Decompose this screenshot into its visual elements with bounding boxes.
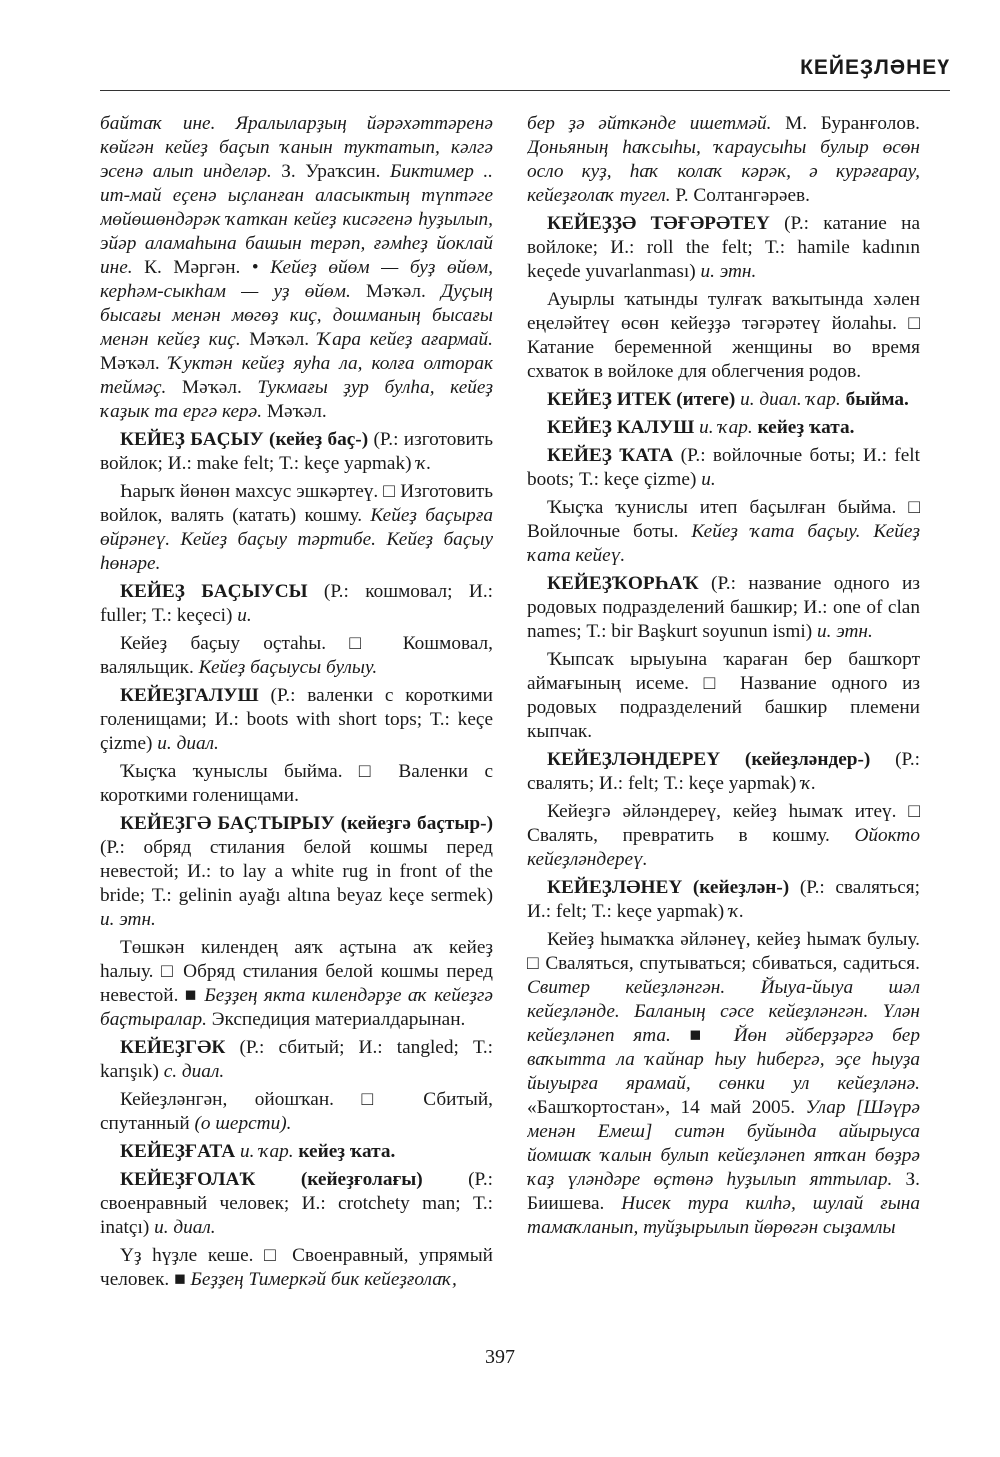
italic-text: ҡ.	[801, 773, 817, 794]
text-run: (Р.: кошмовал; И.: fuller; Т.: keçeci)	[100, 581, 493, 626]
text-run: Мәҡәл.	[350, 281, 441, 302]
italic-text: с. диал.	[163, 1061, 225, 1082]
italic-text: и. ҡар.	[699, 417, 753, 438]
headword: кейеҙ ҡата.	[757, 417, 855, 438]
entry-paragraph	[527, 800, 920, 872]
entry-paragraph	[100, 632, 493, 680]
italic-text: и. этн.	[700, 261, 757, 282]
text-run: Мәҡәл.	[262, 401, 327, 422]
italic-text: бер ҙә әйткәнде ишетмәй.	[527, 113, 772, 134]
italic-text: Йөн әйберҙәргә бер ваҡытта ла ҡайнар һыу һибергә, эҫе һыуҙа йыуырға ярамай, сөнки ул кейеҙләнә.	[527, 1025, 920, 1094]
entry-paragraph	[100, 1036, 493, 1084]
headword: КЕЙЕҘ КАЛУШ	[547, 417, 695, 438]
headword: КЕЙЕҘҘӘ ТӘҒӘРӘТЕҮ	[547, 213, 770, 234]
italic-text: Беҙҙең Тимеркәй бик кейеҙғолаҡ,	[190, 1269, 457, 1290]
text-run: (Р.: войлочные боты; И.: felt boots; Т.: keçe çizme)	[527, 445, 920, 490]
italic-text: Биктимер .. ит-май еҫенә ыҫланған аласыктың түптәге мөйөшөндәрәк ҡаткан кейеҙ кисәгенә һуҙылып, эйәр аламаһына башын терәп, ғәмһеҙ йоклай ине.	[100, 161, 493, 278]
italic-text: и. диал.	[154, 1217, 216, 1238]
text-run: (Р.: сбитый; И.: tangled; Т.: karışık)	[100, 1037, 493, 1082]
entry-paragraph	[100, 812, 493, 932]
headword: КЕЙЕҘҠОРҺАҠ	[547, 573, 699, 594]
text-run: Мәҡәл.	[100, 353, 169, 374]
entry-paragraph	[527, 212, 920, 284]
headword: КЕЙЕҘГӘ БАҪТЫРЫУ (кейеҙгә баҫтыр-)	[120, 813, 493, 834]
headword: КЕЙЕҘҒАТА	[120, 1141, 236, 1162]
text-run: (Р.: катание на войлоке; И.: roll the felt; Т.: hamile kadının keçede yuvarlanması)	[527, 213, 920, 282]
headword: КЕЙЕҘГАЛУШ	[120, 685, 259, 706]
italic-text: Ҡара кейеҙ ағармай.	[317, 329, 493, 350]
text-run: Кейеҙгә әйләндереү, кейеҙ һымаҡ итеү. □ Свалять, превратить в кошму.	[527, 801, 920, 846]
text-run: Мәҡәл.	[166, 377, 258, 398]
headword: КЕЙЕҘ БАҪЫУ (кейеҙ баҫ-)	[120, 429, 369, 450]
text-run: Ҡыҫҡа ҡунислы итеп баҫылған быйма. □ Войлочные боты.	[527, 497, 920, 542]
italic-text: Ҡуктән кейеҙ яуһа ла, колға олторак теймәҫ.	[100, 353, 493, 398]
headword: КЕЙЕҘ БАҪЫУСЫ	[120, 581, 308, 602]
entry-paragraph	[527, 496, 920, 568]
left-column	[100, 112, 493, 1342]
text-run: Р. Солтангәрәев.	[670, 185, 810, 206]
entry-paragraph	[100, 580, 493, 628]
italic-text: Кейеҙ ҡата баҫыу. Кейеҙ ҡата кейеү.	[527, 521, 920, 566]
header-rule	[100, 90, 950, 91]
text-run: Ҡыпсаҡ ырыуына ҡараған бер башҡорт аймағының исеме. □ Название одного из родовых подразделений башкир племени кыпчак.	[527, 649, 920, 742]
headword: КЕЙЕҘ ҠАТА	[547, 445, 674, 466]
entry-paragraph	[100, 1168, 493, 1240]
italic-text: ҡ.	[729, 901, 745, 922]
text-run: М. Буранғолов.	[771, 113, 920, 134]
italic-text: Беҙҙең якта килендәрҙе аҡ кейеҙгә баҫтыралар.	[100, 985, 493, 1030]
italic-text: Кейеҙ өйөм — буҙ өйөм, керһәм-сыкһам — уҙ өйөм.	[100, 257, 493, 302]
italic-text: и.	[237, 605, 252, 626]
entry-paragraph	[100, 684, 493, 756]
text-run: (Р.: название одного из родовых подразделений башкир; И.: one of clan names; Т.: bir Başkurt soyunun ismi)	[527, 573, 920, 642]
entry-paragraph	[100, 428, 493, 476]
text-run: (Р.: обряд стилания белой кошмы перед невестой; И.: to lay a white rug in front of the bride; Т.: gelinin ayağı altına beyaz keçe sermek)	[100, 837, 493, 906]
right-column	[527, 112, 920, 1342]
headword: КЕЙЕҘГӘК	[120, 1037, 226, 1058]
italic-text: Доньяның һаҡсыһы, ҡараусыһы булыр өсөн осло куҙ, һаҡ колаҡ кәрәк, ә курәғарау, кейеҙғолаҡ тугел.	[527, 137, 920, 206]
headword: кейеҙ ҡата.	[298, 1141, 396, 1162]
italic-text: и. ҡар.	[240, 1141, 294, 1162]
italic-text: Свитер кейеҙләнгән. Йыуа-йыуа шәл кейеҙләнде. Баланың сәсе кейеҙләнгән. Үлән кейеҙләнеп ята.	[527, 977, 920, 1046]
italic-text: и. диал. ҡар.	[740, 389, 841, 410]
italic-text: Ойокто кейеҙләндереү.	[527, 825, 920, 870]
entry-paragraph	[100, 1140, 493, 1164]
text-run: Кейеҙ баҫыу оҫтаһы. □ Кошмовал, валяльщик.	[100, 633, 493, 678]
italic-text: и. этн.	[100, 909, 156, 930]
text-run: Кейеҙләнгән, ойошҡан. □ Сбитый, спутанный	[100, 1089, 493, 1134]
page-number: 397	[485, 1346, 515, 1368]
text-run: «Башҡортостан», 14 май 2005.	[527, 1097, 806, 1118]
entry-paragraph	[527, 928, 920, 1240]
italic-text: Кейеҙ баҫыусы булыу.	[198, 657, 378, 678]
italic-text: Кейеҙ баҫырға өйрәнеү. Кейеҙ баҫыу тәртибе. Кейеҙ баҫыу һөнәре.	[100, 505, 493, 574]
entry-paragraph	[527, 648, 920, 744]
headword: КЕЙЕҘ ИТЕК (итеге)	[547, 389, 736, 410]
entry-paragraph	[527, 416, 920, 440]
italic-text: и. этн.	[816, 621, 873, 642]
text-run: (Р.: валенки с короткими голенищами; И.: boots with short tops; Т.: keçe çizme)	[100, 685, 493, 754]
text-run: (Р.: своенравный человек; И.: crotchety man; Т.: inatçı)	[100, 1169, 493, 1238]
italic-text: Улар [Шәүрә менән Емеш] ситән буйында айырыуса йомшаҡ ҡалын булып кейеҙләнеп ятҡан бөҙрә ҡаҙ үләндәре өҫтөнә һуҙылып яттылар.	[527, 1097, 920, 1190]
entry-paragraph	[527, 876, 920, 924]
italic-text: (о шерсти).	[194, 1113, 292, 1134]
entry-paragraph	[527, 388, 920, 412]
italic-text: Нисек тура килһә, шулай ғына тамаҡланып, туйҙырылып йөрөгән сыҙамлы	[527, 1193, 920, 1238]
italic-text: Дуҫың бысағы менән мөгөҙ киҫ, дошманың бысағы менән кейеҙ киҫ.	[100, 281, 493, 350]
entry-paragraph	[100, 760, 493, 808]
text-run: (Р.: сваляться; И.: felt; Т.: keçe yapmak)	[527, 877, 920, 922]
entry-paragraph	[100, 1088, 493, 1136]
entry-paragraph	[100, 936, 493, 1032]
italic-text: Тукмағы ҙур булһа, кейеҙ ҡаҙык та ергә керә.	[100, 377, 493, 422]
entry-paragraph	[527, 572, 920, 644]
entry-paragraph	[527, 288, 920, 384]
italic-text: ҡ.	[416, 453, 432, 474]
italic-text: и.	[701, 469, 716, 490]
text-run: Экспедиция материалдарынан.	[206, 1009, 466, 1030]
continued-paragraph	[527, 112, 920, 208]
text-run: Кейеҙ һымаҡҡа әйләнеү, кейеҙ һымаҡ булыу. □ Сваляться, спутываться; сбиваться, садиться.	[527, 929, 920, 974]
text-run: К. Мәргән. •	[132, 257, 271, 278]
headword: КЕЙЕҘЛӘНЕҮ (кейеҙлән-)	[547, 877, 790, 898]
text-run: З. Ураҡсин.	[271, 161, 390, 182]
text-run: Ауырлы ҡатынды тулғаҡ ваҡытында хәлен еңеләйтеү өсөн кейеҙҙә тәгәрәтеү йолаһы. □ Катание беременной женщины во время схваток в войлоке для облегчения родов.	[527, 289, 920, 382]
headword: КЕЙЕҘЛӘНДЕРЕҮ (кейеҙләндер-)	[547, 749, 871, 770]
text-run: Һарыҡ йөнөн махсус эшкәртеү. □ Изготовить войлок, валять (катать) кошму.	[100, 481, 493, 526]
text-run: ■	[670, 1025, 734, 1046]
continued-paragraph	[100, 112, 493, 424]
text-run: (Р.: свалять; И.: felt; Т.: keçe yapmak)	[527, 749, 920, 794]
entry-paragraph	[527, 444, 920, 492]
headword: КЕЙЕҘҒОЛАҠ (кейеҙғолағы)	[120, 1169, 423, 1190]
text-run: (Р.: изготовить войлок; И.: make felt; Т.: keçe yapmak)	[100, 429, 493, 474]
headword: быйма.	[845, 389, 909, 410]
entry-paragraph	[100, 480, 493, 576]
italic-text: байтаҡ ине. Яралыларҙың йәрәхәттәренә көйгән кейеҙ баҫып ҡанын туктатып, кәлгә эсенә алып инделәр.	[100, 113, 493, 182]
text-run: З. Биишева.	[527, 1169, 920, 1214]
text-run: Ҡыҫҡа ҡуныслы быйма. □ Валенки с короткими голенищами.	[100, 761, 493, 806]
text-run: Үҙ һүҙле кеше. □ Своенравный, упрямый человек. ■	[100, 1245, 493, 1290]
italic-text: и. диал.	[157, 733, 219, 754]
entry-paragraph	[527, 748, 920, 796]
entry-paragraph	[100, 1244, 493, 1292]
text-run: Төшкән килендең аяҡ аҫтына аҡ кейеҙ һалыу. □ Обряд стилания белой кошмы перед невестой. ■	[100, 937, 493, 1006]
running-header: КЕЙЕҘЛӘНЕҮ	[800, 56, 950, 79]
text-run: Мәҡәл.	[240, 329, 318, 350]
